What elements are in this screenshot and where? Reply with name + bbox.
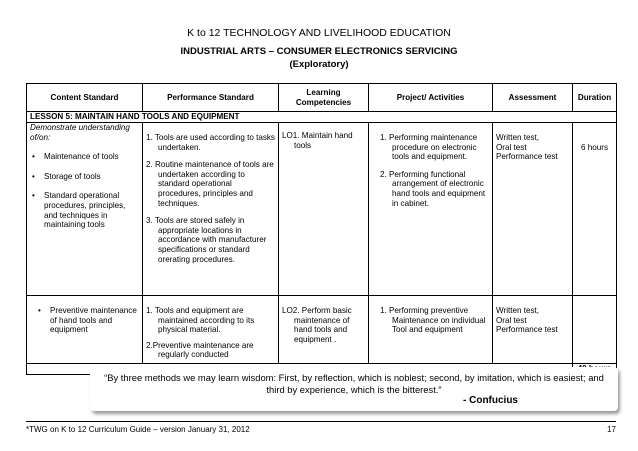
content-item: • Maintenance of tools [30,152,139,162]
activities-cell [369,123,493,296]
col-header: Project/ Activities [369,84,493,112]
document-subtitle [0,45,638,71]
duration-cell [573,296,617,364]
assessment-item: Performance test [496,152,558,162]
competency-cell [279,296,369,364]
col-header: Performance Standard [143,84,279,112]
assessment-item: Written test, [496,306,540,315]
quote-box [90,367,618,411]
assessment-item: Performance test [496,325,558,335]
col-header: Content Standard [27,84,143,112]
activity-item: 2. Performing functional arrangement of electronic hand tools and equipment in cabinet. [380,169,486,208]
content-standard-cell [27,123,143,296]
lesson-row [27,112,617,123]
quote-author: - Confucius [463,395,518,406]
performance-item: 1. Tools and equipment are maintained according to its physical material. [146,306,255,335]
table-row [27,296,617,364]
subtitle-line: INDUSTRIAL ARTS – CONSUMER ELECTRONICS SERVICING [180,46,458,57]
assessment-cell [493,296,573,364]
competency-cell [279,123,369,296]
footer-note: *TWG on K to 12 Curriculum Guide – version January 31, 2012 [26,425,250,434]
competency-text: LO1. Maintain hand tools [282,131,353,150]
performance-item: 2.Preventive maintenance are regularly conducted [146,340,254,360]
assessment-item: Oral test [496,142,527,152]
duration-cell [573,123,617,296]
page-number: 17 [607,425,616,434]
footer-divider [26,421,616,422]
activity-item: 1. Performing maintenance procedure on electronic tools and equipment. [380,133,478,162]
performance-standard-cell [143,296,279,364]
performance-item: 1. Tools are used according to tasks undertaken. [146,133,275,152]
activities-cell [369,296,493,364]
duration-value: 6 hours [581,143,608,152]
content-intro: Demonstrate understanding of/on: [30,123,130,142]
content-item: • Preventive maintenance of hand tools and equipment [36,306,139,335]
performance-item: 3. Tools are stored safely in appropriate locations in accordance with manufacturer specifications or standard orerating procedures. [146,216,267,264]
lesson-title: LESSON 5: MAINTAIN HAND TOOLS AND EQUIPMENT [27,112,617,123]
table-row [27,123,617,296]
table-header-row [27,84,617,112]
quote-text: “By three methods we may learn wisdom: First, by reflection, which is noblest; second, by imitation, which is easiest; and third by experience, which is the bitterest.” [104,372,604,395]
curriculum-table [26,83,617,375]
activity-item: 1. Performing preventive Maintenance on individual Tool and equipment [380,306,486,335]
competency-text: LO2. Perform basic maintenance of hand tools and equipment . [282,306,352,344]
performance-item: 2. Routine maintenance of tools are undertaken according to standard operational procedures, principles and techniques. [146,160,274,208]
content-standard-cell [27,296,143,364]
performance-standard-cell [143,123,279,296]
content-item: • Standard operational procedures, principles, and techniques in maintaining tools [30,191,139,229]
assessment-item: Written test, [496,133,540,142]
subtitle-exploratory: (Exploratory) [289,59,349,70]
col-header: Learning Competencies [279,84,369,112]
assessment-cell [493,123,573,296]
document-title: K to 12 TECHNOLOGY AND LIVELIHOOD EDUCATION [187,27,451,39]
assessment-item: Oral test [496,315,527,325]
content-item: • Storage of tools [30,172,139,182]
col-header: Assessment [493,84,573,112]
col-header: Duration [573,84,617,112]
